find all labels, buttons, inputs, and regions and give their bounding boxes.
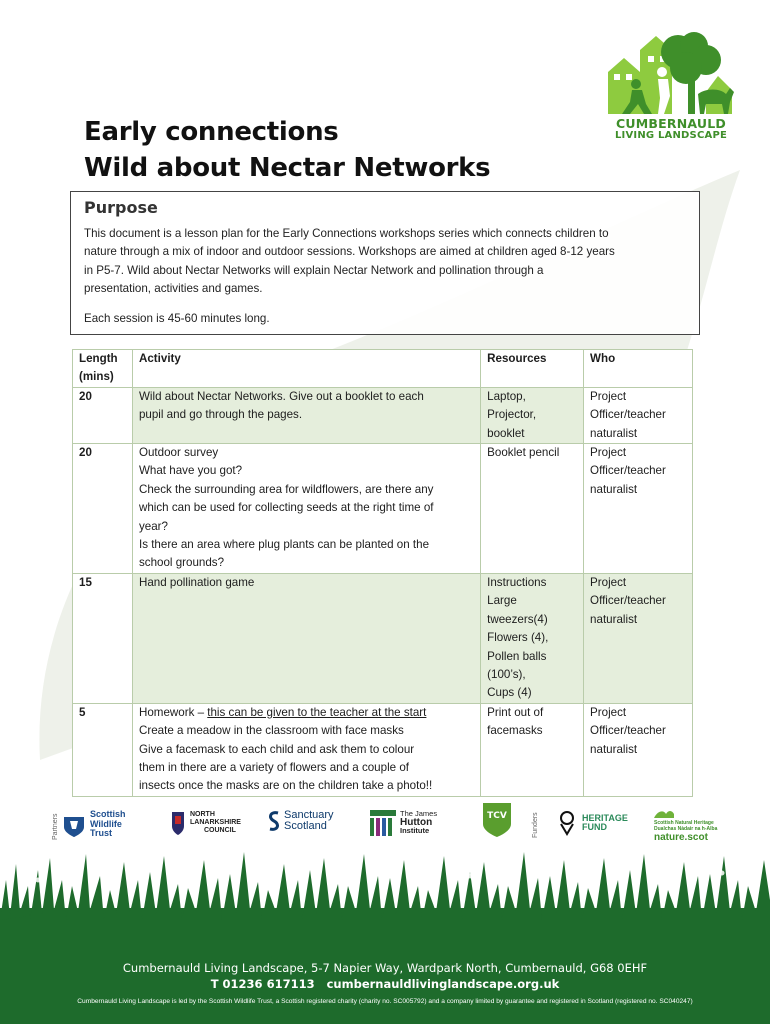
naturescot-brand: nature.scot [654,832,708,843]
resource-line: Pollen balls [487,649,547,663]
row-activity [132,444,480,574]
james-hutton-institute-logo [370,810,437,836]
resource-line: Large [487,594,517,608]
purpose-line: presentation, activities and games. [84,282,263,296]
session-length-note: Each session is 45-60 minutes long. [84,311,270,325]
crossed-fingers-icon [556,810,578,836]
activity-line: What have you got? [138,464,243,478]
row-length: 15 [73,573,133,703]
tcv-text: TCV [487,811,507,821]
lesson-plan-table [72,349,693,797]
resource-line: Flowers (4), [487,631,549,645]
footer-address: Cumbernauld Living Landscape, 5-7 Napier Way, Wardpark North, Cumbernauld, G68 0EHF [122,961,648,975]
who-line: naturalist [590,482,638,496]
activity-line: Create a meadow in the classroom with face masks [138,724,404,738]
who-line: Project [590,389,627,403]
who-line: Officer/teacher [590,724,666,738]
resource-line: tweezers(4) [487,612,548,626]
partners-funders-strip [46,800,736,850]
naturescot-line: Scottish Natural Heritage [654,820,714,826]
header-resources: Resources [481,350,584,388]
purpose-line: This document is a lesson plan for the Early Connections workshops series which connects children to [84,227,609,240]
sanctuary-name [284,810,334,832]
who-line: naturalist [590,612,638,626]
nlc-crest-icon [170,810,186,836]
nlc-line: COUNCIL [204,827,236,834]
row-who [584,703,693,796]
activity-line: school grounds? [138,556,225,570]
naturescot-text [654,810,717,843]
resource-line: Instructions [487,575,547,589]
activity-line: them in there are a variety of flowers and a couple of [138,760,409,774]
title-line1: Early connections [84,117,339,147]
hutton-line: Hutton [400,816,433,828]
table-row [73,573,693,703]
swt-name [90,810,126,839]
hutton-bars-icon [370,810,396,836]
activity-line [139,704,474,722]
sanctuary-line: Sanctuary [284,809,334,821]
row-length: 5 [73,703,133,796]
header-who: Who [584,350,693,388]
table-row [73,387,693,443]
activity-line: year? [138,519,168,533]
who-line: Officer/teacher [590,594,666,608]
hlf-line: HERITAGE [582,813,628,823]
sanctuary-line: Scotland [284,820,327,832]
who-line: naturalist [590,426,638,440]
purpose-section [70,191,700,335]
activity-line: which can be used for collecting seeds at the right time of [138,501,434,515]
heritage-fund-name [582,814,628,832]
naturescot-leaf-icon [654,810,674,818]
tcv-logo [482,802,512,838]
purpose-heading: Purpose [84,198,158,217]
who-line: Project [590,705,627,719]
hlf-line: FUND [582,822,607,832]
table-header-row [73,350,693,388]
nlc-line: NORTH [190,811,215,818]
activity-line: Outdoor survey [138,446,219,460]
resource-line: facemasks [487,724,543,738]
badger-icon [62,811,86,837]
swt-line: Trust [90,828,113,838]
row-resources [481,444,584,574]
resource-line: Laptop, [487,389,526,403]
row-resources [481,703,584,796]
purpose-line: nature through a mix of indoor and outdoor sessions. Workshops are aimed at children aged 8-12 years [84,245,615,259]
row-who [584,573,693,703]
nlc-name [190,811,241,835]
resource-line: (100’s), [487,667,526,681]
who-line: Project [590,575,627,589]
logo-mark-icon [606,32,736,114]
row-resources [481,573,584,703]
footer-contact [0,977,770,991]
who-line: Officer/teacher [590,464,666,478]
resource-line: Print out of [487,705,544,719]
row-activity [132,703,480,796]
resource-line: Cups (4) [487,686,532,700]
activity-line: Hand pollination game [138,575,255,589]
row-length: 20 [73,387,133,443]
resource-line: booklet [487,426,525,440]
activity-line: Check the surrounding area for wildflowers, are there any [138,482,434,496]
purpose-paragraph [84,225,686,299]
resource-line: Booklet pencil [487,446,560,460]
row-activity [132,573,480,703]
footer-phone: T 01236 617113 [210,977,315,991]
sanctuary-s-icon [268,810,280,832]
row-resources [481,387,584,443]
title-line2: Wild about Nectar Networks [84,153,491,183]
activity-line: Wild about Nectar Networks. Give out a booklet to each [138,389,424,403]
north-lanarkshire-council-logo [170,810,241,836]
nlc-line: LANARKSHIRE [190,819,241,826]
naturescot-line: Dualchas Nàdair na h-Alba [654,826,718,832]
heritage-fund-logo [556,810,628,836]
scottish-wildlife-trust-logo [62,810,126,839]
header-activity: Activity [132,350,480,388]
document-title [84,114,490,186]
hutton-line: Institute [400,826,430,836]
resource-line: Projector, [487,408,537,422]
swt-line: Scottish [90,809,126,819]
header-length [73,350,133,388]
row-length: 20 [73,444,133,574]
purpose-line: in P5-7. Wild about Nectar Networks will explain Nectar Network and pollination through a [84,263,544,277]
funders-label: Funders [532,812,539,838]
row-who [584,444,693,574]
hutton-name [400,810,437,836]
sanctuary-scotland-logo [268,810,334,832]
table-row [73,703,693,796]
footer-website-link[interactable]: cumbernauldlivinglandscape.org.uk [326,977,560,991]
row-who [584,387,693,443]
tcv-shield-icon [482,802,512,838]
hutton-line: The James [400,809,438,819]
homework-label: Homework – [138,705,208,719]
who-line: Officer/teacher [590,408,666,422]
table-row [73,444,693,574]
activity-line: insects once the masks are on the children take a photo!! [138,779,433,793]
cumbernauld-living-landscape-logo [606,32,736,144]
who-line: naturalist [590,742,638,756]
row-activity [132,387,480,443]
header-length-unit: (mins) [79,370,114,384]
who-line: Project [590,446,627,460]
logo-text-line1: CUMBERNAULD [616,116,726,131]
header-length-line: Length [79,352,118,365]
activity-line: pupil and go through the pages. [138,408,303,422]
naturescot-logo [654,810,717,843]
activity-line: Give a facemask to each child and ask them to colour [138,742,415,756]
logo-text-line2: LIVING LANDSCAPE [614,130,728,141]
activity-line: Is there an area where plug plants can be planted on the [138,538,430,552]
partners-label: Partners [52,813,59,840]
swt-line: Wildlife [90,818,122,829]
homework-note: this can be given to the teacher at the start [207,705,427,719]
footer-legal-notice: Cumbernauld Living Landscape is led by the Scottish Wildlife Trust, a Scottish registered charity (charity no. SC005792) and a company limited by guarantee and registered in Scotland (registered no. SC040247) [77,998,693,1005]
